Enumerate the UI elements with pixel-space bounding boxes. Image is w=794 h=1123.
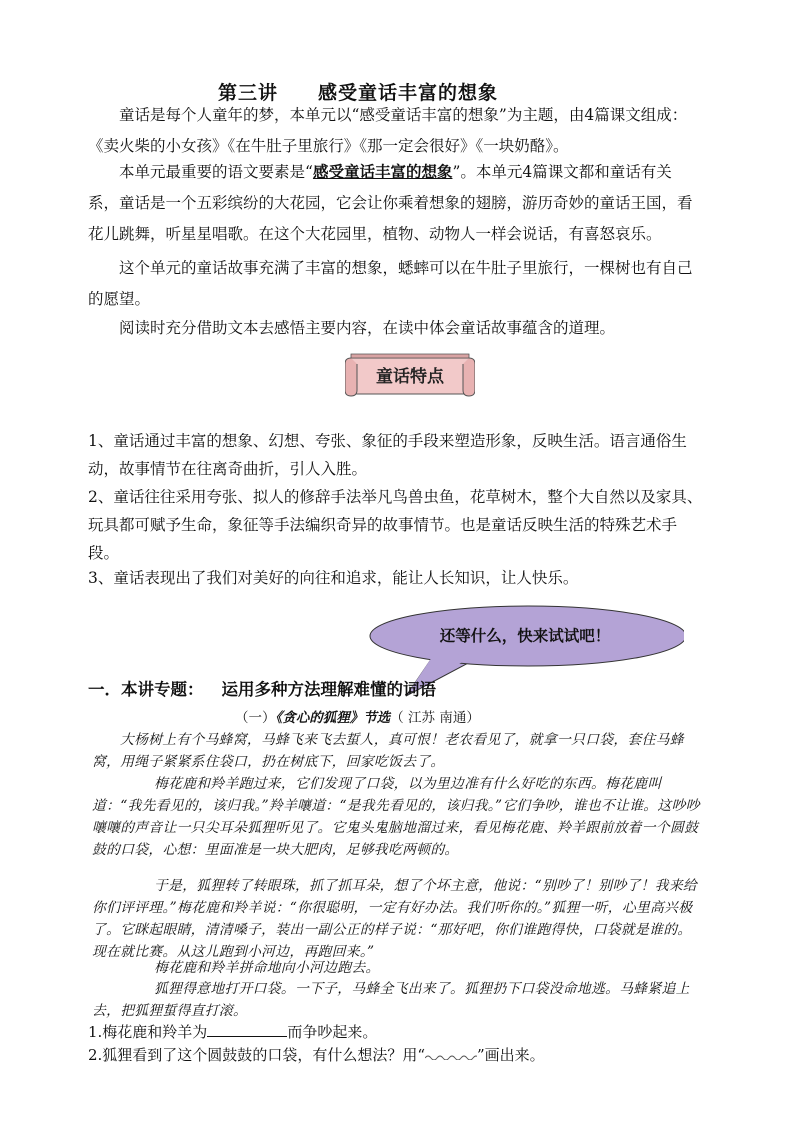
intro-paragraph-2	[88, 156, 700, 250]
feature-item-2: 2、童话往往采用夸张、拟人的修辞手法举凡鸟兽虫鱼，花草树木，整个大自然以及家具、玩具都可赋予生命，象征等手法编织奇异的故事情节。也是童话反映生活的特殊艺术手段。	[88, 488, 703, 562]
intro-paragraph-4: 阅读时充分借助文本去感悟主要内容，在读中体会童话故事蕴含的道理。	[119, 319, 616, 337]
intro-p2-text-c: ”。本单元4篇课文都和童话有关系，童话是一个五彩缤纷的大花园，它会让你乘着想象的翅膀，游历奇妙的童话王国，看花儿跳舞，听星星唱歌。在这个大花园里，植物、动物人一样会说话，有喜怒哀乐。	[88, 163, 693, 243]
lesson-number: 第三讲	[218, 82, 279, 104]
story-paragraph-2: 梅花鹿和羚羊跑过来，它们发现了口袋，以为里边准有什么好吃的东西。梅花鹿叫道：“我先看见的，该归我。”羚羊嚷道：“是我先看见的，该归我。”它们争吵，谁也不让谁。这吵吵嚷嚷的声音让一只尖耳朵狐狸听见了。它鬼头鬼脑地溜过来，看见梅花鹿、羚羊跟前放着一个圆鼓鼓的口袋，心想：里面准是一块大肥肉，足够我吃两顿的。	[92, 776, 700, 858]
bubble-text: 还等什么，快来试试吧！	[439, 626, 611, 645]
banner-label: 童话特点	[376, 367, 444, 387]
section-heading	[88, 676, 436, 700]
intro-p2-key-element: 感受童话丰富的想象	[312, 162, 453, 181]
excerpt-heading	[235, 706, 480, 726]
intro-paragraph-1: 童话是每个人童年的梦，本单元以“感受童话丰富的想象”为主题，由4篇课文组成：《卖火柴的小女孩》《在牛肚子里旅行》《那一定会很好》《一块奶酪》。	[88, 106, 688, 155]
question-1-text-b: 而争吵起来。	[287, 1023, 378, 1041]
section-label: 一．本讲专题：	[88, 680, 204, 699]
question-2-text-a: 2.狐狸看到了这个圆鼓鼓的口袋，有什么想法？用“	[88, 1046, 425, 1064]
excerpt-source: （ 江苏 南通）	[390, 710, 480, 726]
question-2	[88, 1044, 545, 1065]
section-topic: 运用多种方法理解难懂的词语	[221, 680, 436, 699]
feature-banner	[345, 350, 475, 402]
wavy-underline-icon	[425, 1050, 477, 1060]
feature-item-1: 1、童话通过丰富的想象、幻想、夸张、象征的手段来塑造形象，反映生活。语言通俗生动，故事情节在往离奇曲折，引人入胜。	[88, 432, 687, 478]
question-1-text-a: 1.梅花鹿和羚羊为	[88, 1023, 208, 1041]
lesson-theme: 感受童话丰富的想象	[318, 82, 499, 104]
story-paragraph-5: 狐狸得意地打开口袋。一下子，马蜂全飞出来了。狐狸扔下口袋没命地逃。马蜂紧追上去，把狐狸蜇得直打滚。	[92, 981, 690, 1019]
story-paragraph-1: 大杨树上有个马蜂窝，马蜂飞来飞去蜇人，真可恨！老农看见了，就拿一只口袋，套住马蜂窝，用绳子紧紧系住袋口，扔在树底下，回家吃饭去了。	[92, 732, 684, 770]
excerpt-title: 《贪心的狐狸》节选	[275, 710, 391, 726]
feature-item-3: 3、童话表现出了我们对美好的向往和追求，能让人长知识，让人快乐。	[88, 569, 579, 587]
question-1-answer-blank[interactable]	[207, 1022, 287, 1037]
intro-paragraph-3: 这个单元的童话故事充满了丰富的想象，蟋蟀可以在牛肚子里旅行，一棵树也有自己的愿望。	[88, 259, 693, 308]
question-2-text-b: ”画出来。	[476, 1046, 545, 1064]
story-paragraph-4: 梅花鹿和羚羊拼命地向小河边跑去。	[154, 960, 380, 976]
excerpt-prefix: （一）	[235, 710, 276, 726]
question-1	[88, 1021, 377, 1042]
story-paragraph-3: 于是，狐狸转了转眼珠，抓了抓耳朵，想了个坏主意，他说：“别吵了！别吵了！我来给你们评评理。”梅花鹿和羚羊说：“你很聪明，一定有好办法。我们听你的。”狐狸一听，心里高兴极了。它眯起眼睛，清清嗓子，装出一副公正的样子说：“那好吧，你们谁跑得快，口袋就是谁的。现在就比赛。从这儿跑到小河边，再跑回来。”	[92, 878, 698, 960]
intro-p2-text-a: 本单元最重要的语文要素是“	[119, 163, 313, 181]
